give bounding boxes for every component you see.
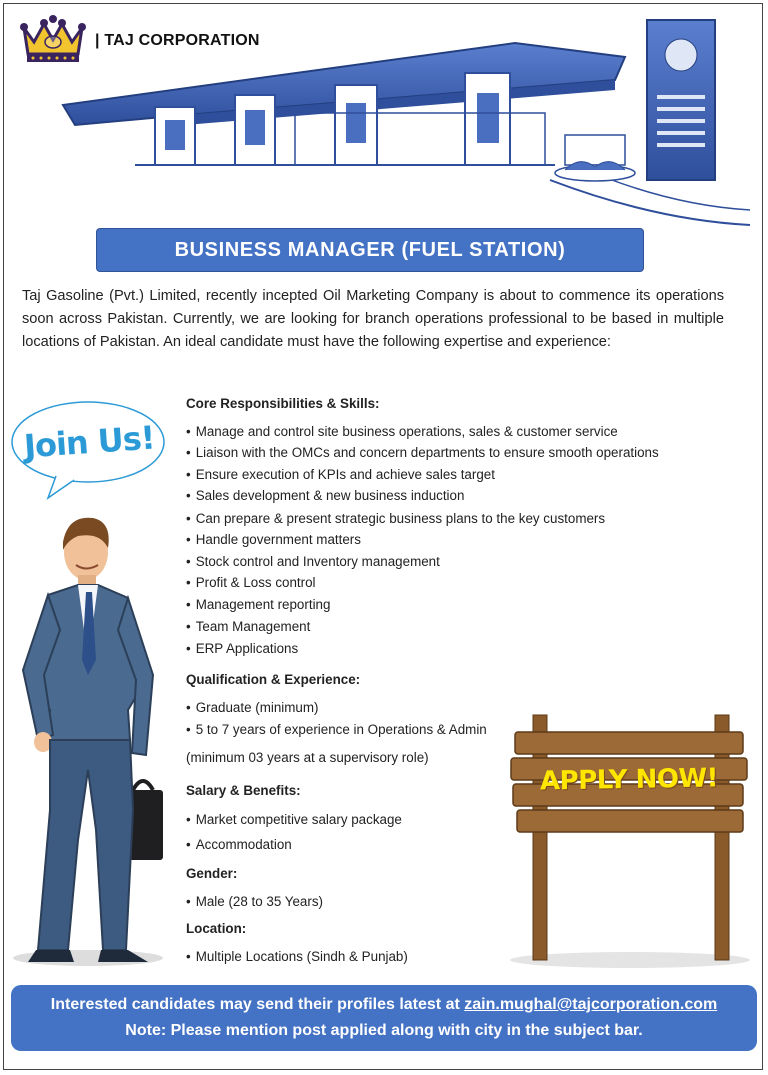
list-item: • Management reporting [186,597,330,612]
apply-now-text: APPLY NOW! [539,763,719,797]
join-us-text: Join Us! [22,418,156,466]
list-item: • Market competitive salary package [186,812,402,827]
qualification-note: (minimum 03 years at a supervisory role) [186,750,429,765]
list-item: • Profit & Loss control [186,575,316,590]
subject-note: Note: Please mention post applied along with city in the subject bar. [125,1022,643,1039]
list-item: • Liaison with the OMCs and concern departments to ensure smooth operations [186,445,659,460]
apply-now-signboard [505,710,755,970]
contact-footer [11,985,757,1051]
list-item: • Ensure execution of KPIs and achieve sales target [186,467,495,482]
list-item: • Accommodation [186,837,292,852]
list-item: • 5 to 7 years of experience in Operations & Admin [186,722,487,737]
list-item: • Male (28 to 35 Years) [186,894,323,909]
businessman-illustration [8,510,178,970]
qualification-heading: Qualification & Experience: [186,672,361,687]
gender-heading: Gender: [186,866,238,881]
email-link[interactable]: zain.mughal@tajcorporation.com [464,996,718,1013]
salary-heading: Salary & Benefits: [186,783,301,798]
contact-text: Interested candidates may send their profiles latest at [50,996,465,1013]
contact-line [11,992,757,1018]
location-heading: Location: [186,921,247,936]
brand-name: | TAJ CORPORATION [95,32,260,49]
list-item: • Can prepare & present strategic business plans to the key customers [186,511,605,526]
list-item: • Graduate (minimum) [186,700,318,715]
fuel-station-illustration [55,15,755,230]
list-item: • Multiple Locations (Sindh & Punjab) [186,949,408,964]
list-item: • Manage and control site business operations, sales & customer service [186,424,618,439]
list-item: • Handle government matters [186,532,361,547]
list-item: • ERP Applications [186,641,298,656]
list-item: • Team Management [186,619,310,634]
job-title-bar: BUSINESS MANAGER (FUEL STATION) [96,228,644,272]
list-item: • Stock control and Inventory management [186,554,440,569]
list-item: • Sales development & new business induction [186,488,464,503]
intro-paragraph: Taj Gasoline (Pvt.) Limited, recently incepted Oil Marketing Company is about to commence its operations soon across Pakistan. Currently, we are looking for branch operations professional to be based in multiple locations of Pakistan. An ideal candidate must have the following expertise and experience: [22,288,724,350]
core-heading: Core Responsibilities & Skills: [186,396,380,411]
